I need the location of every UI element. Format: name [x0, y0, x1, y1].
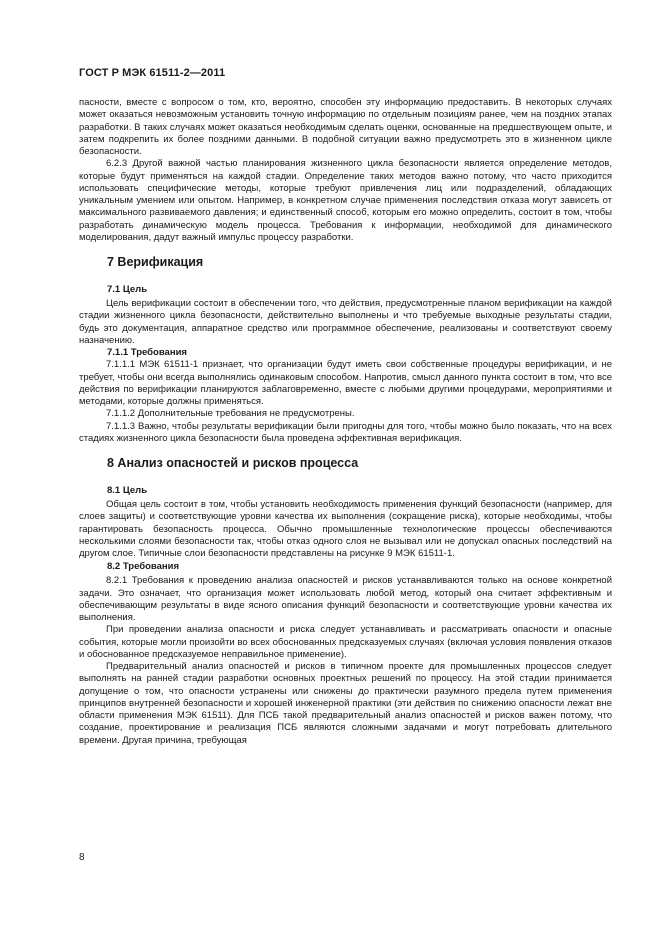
- subsection-heading-7-1: 7.1 Цель: [107, 284, 148, 295]
- paragraph-8-2-3: Предварительный анализ опасностей и рисков в типичном проекте для промышленных процессов следует выполнять на ранней стадии разработки основных проектных решений по процессу. На этой стадии принимается допущение о том, что опасности устранены или снижены до практически разумного предела путем применения принципов внутренней безопасности и хорошей инженерной практики (эти действия по снижению опасности лежат вне области применения МЭК 61511). Для ПСБ такой предварительный анализ опасностей и рисков важен потому, что создание, проектирование и реализация ПСБ являются сложными задачами и могут потребовать длительного времени. Другая причина, требующая: [79, 661, 612, 746]
- section-heading-8: 8 Анализ опасностей и рисков процесса: [107, 456, 359, 470]
- paragraph-7-1-1-2: 7.1.1.2 Дополнительные требования не предусмотрены.: [106, 408, 355, 420]
- standard-header: ГОСТ Р МЭК 61511-2—2011: [79, 67, 226, 79]
- paragraph-7-1-1-3: 7.1.1.3 Важно, чтобы результаты верификации были пригодны для того, чтобы можно было показать, что на всех стадиях жизненного цикла безопасности была проведена эффективная верификация.: [79, 420, 612, 444]
- paragraph-8-1: Общая цель состоит в том, чтобы установить необходимость применения функций безопасности (например, для слоев защиты) и соответствующие уровни качества их выполнения (сокращение риска), которые необходимы, чтобы гарантировать безопасность процесса. Обычно промышленные технологические процессы обеспечиваются несколькими слоями безопасности так, чтобы отказ одного слоя не вызывал или не допускал опасных последствий на другом слое. Типичные слои безопасности представлены на рисунке 9 МЭК 61511-1.: [79, 499, 612, 559]
- subsection-heading-8-1: 8.1 Цель: [107, 485, 148, 496]
- subsection-heading-8-2: 8.2 Требования: [107, 561, 180, 573]
- paragraph-8-2-2: При проведении анализа опасности и риска следует устанавливать и рассматривать опасности и опасные события, которые могли произойти во всех обоснованных предсказуемых случаях (включая условия появления отказов и обоснованное предсказуемое неправильное применение).: [79, 624, 612, 660]
- paragraph-8-2-1: 8.2.1 Требования к проведению анализа опасностей и рисков устанавливаются только на основе конкретной задачи. Это означает, что организация может использовать любой метод, который она считает эффективным и обеспечивающим результаты в виде ясного описания функций безопасности и соответствующие уровни качества их выполнения.: [79, 575, 612, 623]
- paragraph-7-1-1-1: 7.1.1.1 МЭК 61511-1 признает, что организации будут иметь свои собственные процедуры верификации, и не требует, чтобы они всегда выполнялись одинаковым способом. Напротив, смысл данного пункта состоит в том, что все действия по верификации планируются заблаговременно, вместе с любыми другими процедурами, мероприятиями и методами, которые должны применяться.: [79, 359, 612, 407]
- document-body: [79, 97, 612, 747]
- paragraph-6-2-3: 6.2.3 Другой важной частью планирования жизненного цикла безопасности является определение методов, которые будут применяться на каждой стадии. Определение таких методов важно потому, что часто приходится использовать специфические методы, которые требуют привлечения лиц или подразделений, обладающих уникальным умением или опытом. Например, в конкретном случае применения последствия отказа могут зависеть от максимального развиваемого давления; и единственный способ, которым его можно определить, состоит в том, чтобы разработать динамическую модель процесса. Требования к информации, необходимой для динамического моделирования, дадут важный импульс процессу разработки.: [79, 158, 612, 243]
- subsection-heading-7-1-1: 7.1.1 Требования: [107, 347, 187, 358]
- page-number: 8: [79, 852, 85, 863]
- paragraph-7-1: Цель верификации состоит в обеспечении того, что действия, предусмотренные планом верификации на каждой стадии жизненного цикла безопасности, действительно выполнены и что требуемые выходные результаты стадии, будь это документация, аппаратное средство или программное обеспечение, реализованы и соответствуют своему назначению.: [79, 298, 612, 346]
- paragraph-intro: пасности, вместе с вопросом о том, кто, вероятно, способен эту информацию предоставить. В некоторых случаях может оказаться невозможным установить точную информацию по отдельным позициям ранее, чем на поздних этапах разработки. В таких случаях может оказаться необходимым сделать оценки, основанные на предшествующем опыте, и затем подкрепить их более поздними данными. В подобной ситуации важно предусмотреть это в жизненном цикле безопасности.: [79, 97, 612, 157]
- section-heading-7: 7 Верификация: [107, 255, 204, 269]
